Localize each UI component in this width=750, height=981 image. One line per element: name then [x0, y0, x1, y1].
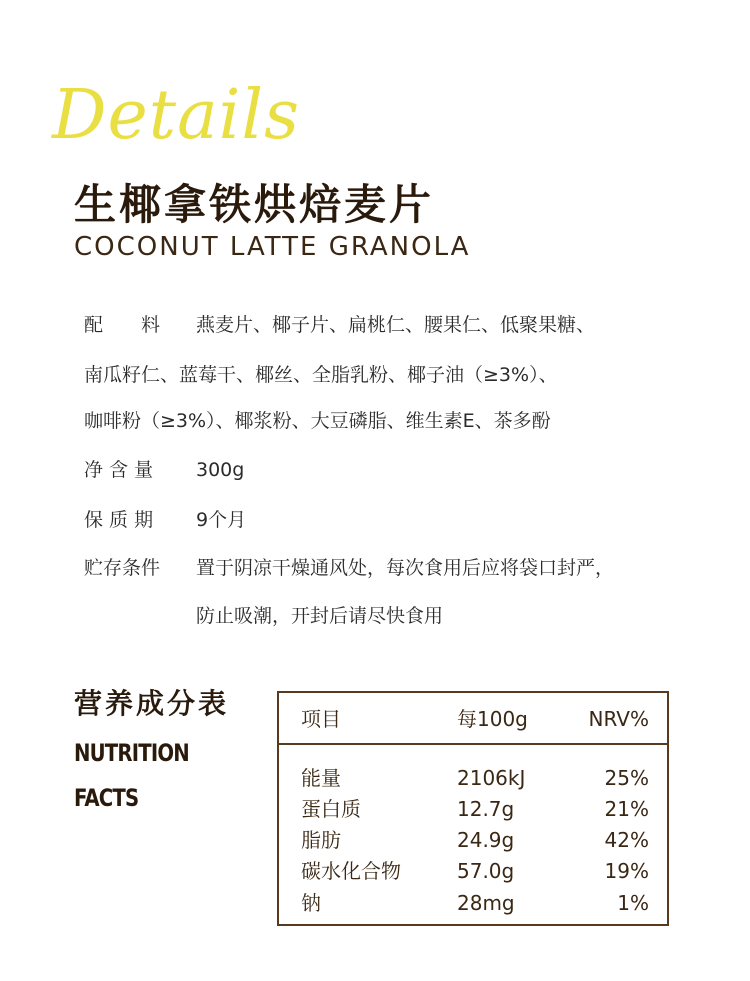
nutrition-title-cn: 营养成分表 [74, 687, 230, 720]
storage-value-line2: 防止吸潮，开封后请尽快食用 [196, 605, 444, 627]
row-nrv: 42% [604, 828, 649, 852]
row-nrv: 21% [604, 797, 649, 821]
nutrition-table-header [279, 693, 667, 745]
ingredients-label: 配 料 [84, 314, 161, 336]
nutrition-table [277, 691, 669, 926]
row-per100g: 57.0g [457, 859, 515, 883]
shelf-life-row [84, 509, 247, 532]
ingredients-line2: 南瓜籽仁、蓝莓干、椰丝、全脂乳粉、椰子油（≥3%）、 [84, 364, 558, 386]
net-weight-label: 净 含 量 [84, 459, 154, 481]
nutrition-title-en-2: FACTS [74, 784, 139, 812]
row-per100g: 28mg [457, 891, 515, 915]
product-title-cn: 生椰拿铁烘焙麦片 [74, 180, 435, 229]
storage-value-line1: 置于阴凉干燥通风处，每次食用后应将袋口封严， [196, 557, 615, 579]
row-item: 蛋白质 [301, 797, 361, 821]
row-item: 钠 [301, 891, 321, 915]
header-item: 项目 [301, 707, 341, 731]
row-item: 碳水化合物 [301, 859, 401, 883]
row-nrv: 25% [604, 766, 649, 790]
row-item: 脂肪 [301, 828, 341, 852]
nutrition-title-en-1: NUTRITION [74, 739, 189, 767]
net-weight-row [84, 459, 245, 482]
row-nrv: 1% [617, 891, 649, 915]
ingredients-value-line1: 燕麦片、椰子片、扁桃仁、腰果仁、低聚果糖、 [196, 314, 596, 336]
details-script-title: Details [52, 76, 301, 155]
row-per100g: 24.9g [457, 828, 515, 852]
ingredients-line3: 咖啡粉（≥3%）、椰浆粉、大豆磷脂、维生素E、茶多酚 [84, 410, 551, 432]
product-title-en: COCONUT LATTE GRANOLA [74, 232, 471, 262]
row-nrv: 19% [604, 859, 649, 883]
shelf-life-value: 9个月 [196, 509, 247, 531]
net-weight-value: 300g [196, 459, 245, 481]
row-item: 能量 [301, 766, 341, 790]
storage-label: 贮存条件 [84, 557, 161, 579]
shelf-life-label: 保 质 期 [84, 509, 154, 531]
header-nrv: NRV% [588, 707, 649, 731]
header-per100g: 每100g [457, 707, 528, 731]
ingredients-row [84, 314, 596, 337]
row-per100g: 2106kJ [457, 766, 526, 790]
storage-row [84, 557, 615, 580]
row-per100g: 12.7g [457, 797, 515, 821]
